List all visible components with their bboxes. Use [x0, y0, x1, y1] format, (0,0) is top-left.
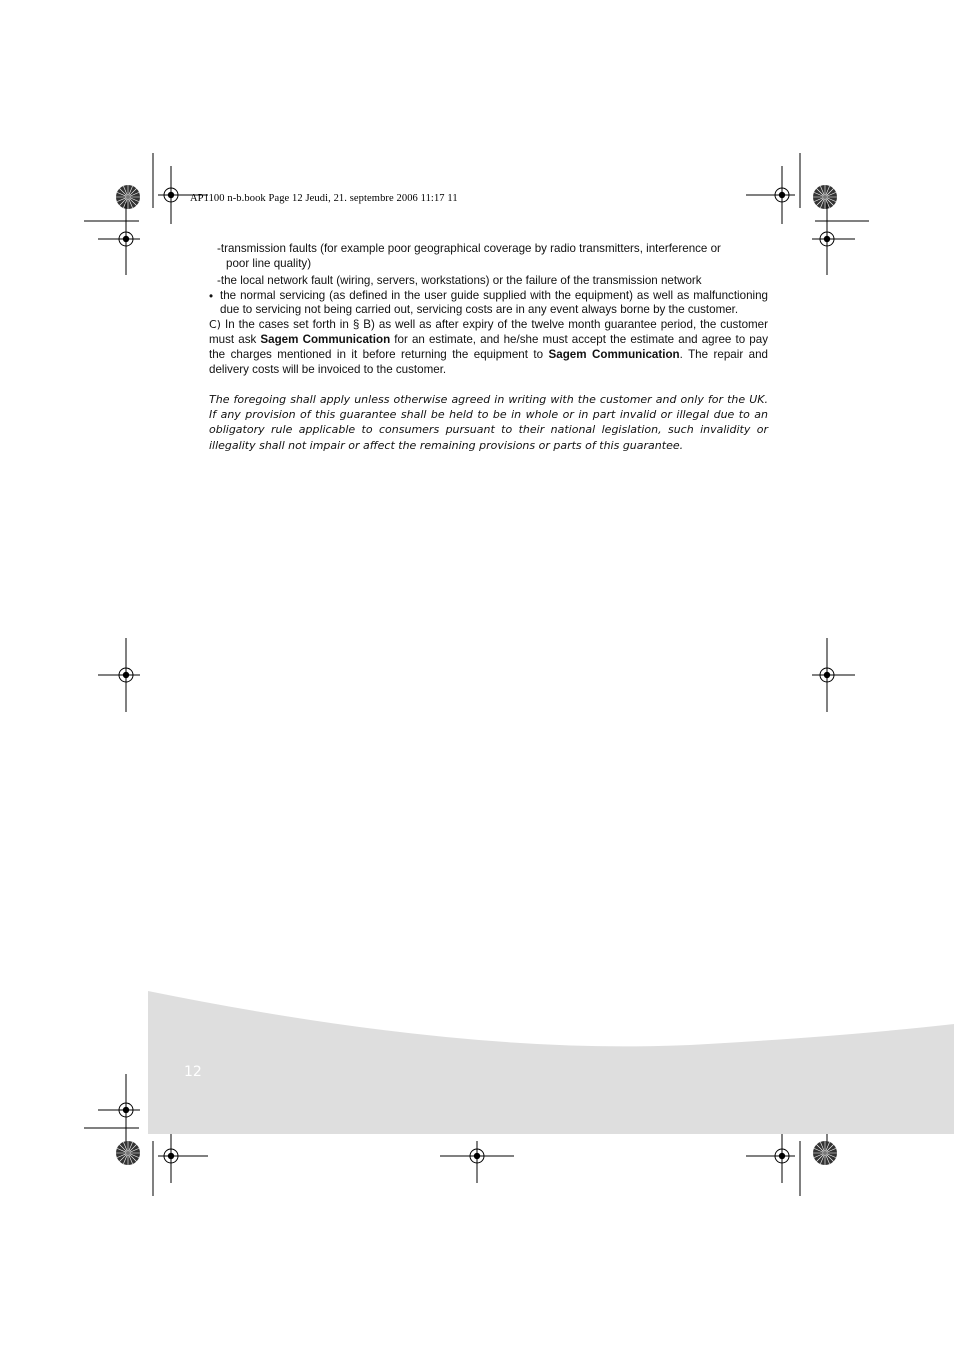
guarantee-text: [209, 241, 768, 453]
bullet-symbol: •: [209, 290, 214, 303]
dash-item-1-line-1: -transmission faults (for example poor geographical coverage by radio transmitters, interference or: [217, 242, 721, 255]
italic-disclaimer: The foregoing shall apply unless otherwise agreed in writing with the customer and only for the UK. If any provision of this guarantee shall be held to be in whole or in part invalid or illegal due to an obligatory rule applicable to consumers pursuant to their national legislation, such invalidity or illegality shall not impair or affect the remaining provisions or parts of this guarantee.: [209, 393, 768, 452]
bullet-text: the normal servicing (as defined in the user guide supplied with the equipment) as well as malfunctioning due to servicing not being carried out, servicing costs are in any event always borne by the customer.: [220, 289, 768, 316]
list-item: [209, 289, 768, 316]
footer-band: [148, 988, 954, 1134]
paragraph-c: [209, 317, 768, 377]
list-item: [217, 241, 768, 271]
paragraph-c-text-1: In the cases set forth in § B) as well as after expiry of the twelve month guarantee period, the customer must ask: [209, 318, 768, 346]
list-item: [217, 273, 768, 288]
page-number: 12: [184, 1064, 202, 1080]
company-name: Sagem Communication: [260, 333, 391, 346]
book-slug: AP1100 n-b.book Page 12 Jeudi, 21. septembre 2006 11:17 11: [190, 193, 458, 204]
dash-item-2: -the local network fault (wiring, servers, workstations) or the failure of the transmission network: [217, 274, 702, 287]
paragraph-c-text-3: . The repair and delivery costs will be invoiced to the customer.: [209, 348, 768, 376]
company-name: Sagem Communication: [548, 348, 680, 361]
paragraph-label: C): [209, 318, 221, 331]
dash-item-1-line-2: poor line quality): [226, 257, 312, 270]
paragraph-c-text-2: for an estimate, and he/she must accept the estimate and agree to pay the charges mentioned in it before returning the equipment to: [209, 333, 768, 361]
